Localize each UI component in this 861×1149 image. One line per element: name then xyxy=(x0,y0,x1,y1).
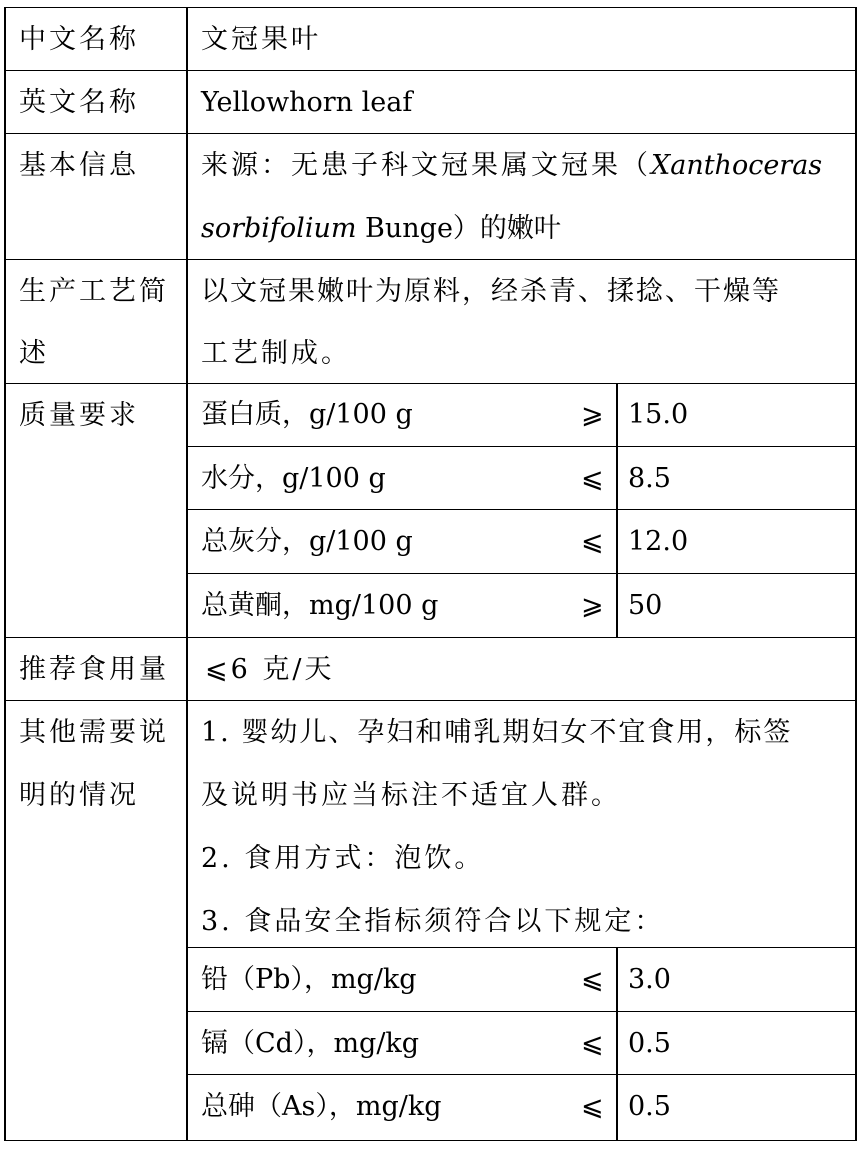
safety-item xyxy=(187,947,856,1012)
label-basic-info: 基本信息 xyxy=(19,150,139,181)
row-basic-info xyxy=(4,133,856,260)
row-cn-name xyxy=(4,7,856,71)
quality-item-op: ⩽ xyxy=(581,463,604,494)
basic-info-line-1: 来源：无患子科文冠果属文冠果（Xanthoceras xyxy=(201,150,823,181)
quality-item xyxy=(187,573,856,638)
safety-item xyxy=(187,1011,856,1075)
value-cn-name: 文冠果叶 xyxy=(201,24,321,55)
other-line: 1. 婴幼儿、孕妇和哺乳期妇女不宜食用，标签 xyxy=(201,717,793,748)
quality-item-op: ⩾ xyxy=(581,590,604,621)
safety-item-op: ⩽ xyxy=(581,1028,604,1059)
label-other-line-1: 其他需要说 xyxy=(19,717,169,748)
value-dosage: ⩽6 克/天 xyxy=(205,654,335,685)
other-line: 及说明书应当标注不适宜人群。 xyxy=(201,780,621,811)
row-en-name xyxy=(4,70,856,134)
label-process-line-1: 生产工艺简 xyxy=(19,276,169,307)
quality-item-value: 12.0 xyxy=(628,526,689,557)
other-line: 3. 食品安全指标须符合以下规定： xyxy=(201,906,665,937)
other-line: 2. 食用方式：泡饮。 xyxy=(201,843,485,874)
label-quality: 质量要求 xyxy=(19,400,139,431)
safety-item-name: 镉（Cd），mg/kg xyxy=(201,1028,420,1059)
quality-item xyxy=(187,509,856,574)
safety-item-name: 铅（Pb），mg/kg xyxy=(201,964,417,995)
process-line-2: 工艺制成。 xyxy=(201,338,351,369)
quality-item-op: ⩾ xyxy=(581,399,604,430)
label-dosage: 推荐食用量 xyxy=(19,654,169,685)
quality-item-value: 8.5 xyxy=(628,463,671,494)
quality-item-op: ⩽ xyxy=(581,526,604,557)
safety-item-op: ⩽ xyxy=(581,1091,604,1122)
quality-item xyxy=(187,446,856,510)
label-process-line-2: 述 xyxy=(19,338,49,369)
safety-item-op: ⩽ xyxy=(581,964,604,995)
quality-item-name: 总灰分，g/100 g xyxy=(201,526,413,557)
quality-item-value: 50 xyxy=(628,590,663,621)
quality-item-value: 15.0 xyxy=(628,399,689,430)
value-en-name: Yellowhorn leaf xyxy=(201,87,413,118)
safety-item-name: 总砷（As），mg/kg xyxy=(201,1091,442,1122)
quality-item-name: 水分，g/100 g xyxy=(201,463,386,494)
quality-item-name: 蛋白质，g/100 g xyxy=(201,399,413,430)
basic-info-line-2: sorbifolium Bunge）的嫩叶 xyxy=(201,213,561,244)
label-cn-name: 中文名称 xyxy=(19,24,139,55)
safety-item xyxy=(187,1074,856,1140)
process-line-1: 以文冠果嫩叶为原料，经杀青、揉捻、干燥等 xyxy=(201,276,781,307)
safety-item-value: 0.5 xyxy=(628,1028,671,1059)
safety-item-value: 0.5 xyxy=(628,1091,671,1122)
safety-item-value: 3.0 xyxy=(628,964,671,995)
label-other-line-2: 明的情况 xyxy=(19,780,139,811)
quality-item-name: 总黄酮，mg/100 g xyxy=(201,590,439,621)
row-dosage xyxy=(4,637,856,701)
row-process xyxy=(4,259,856,384)
quality-item xyxy=(187,383,856,446)
label-en-name: 英文名称 xyxy=(19,87,139,118)
